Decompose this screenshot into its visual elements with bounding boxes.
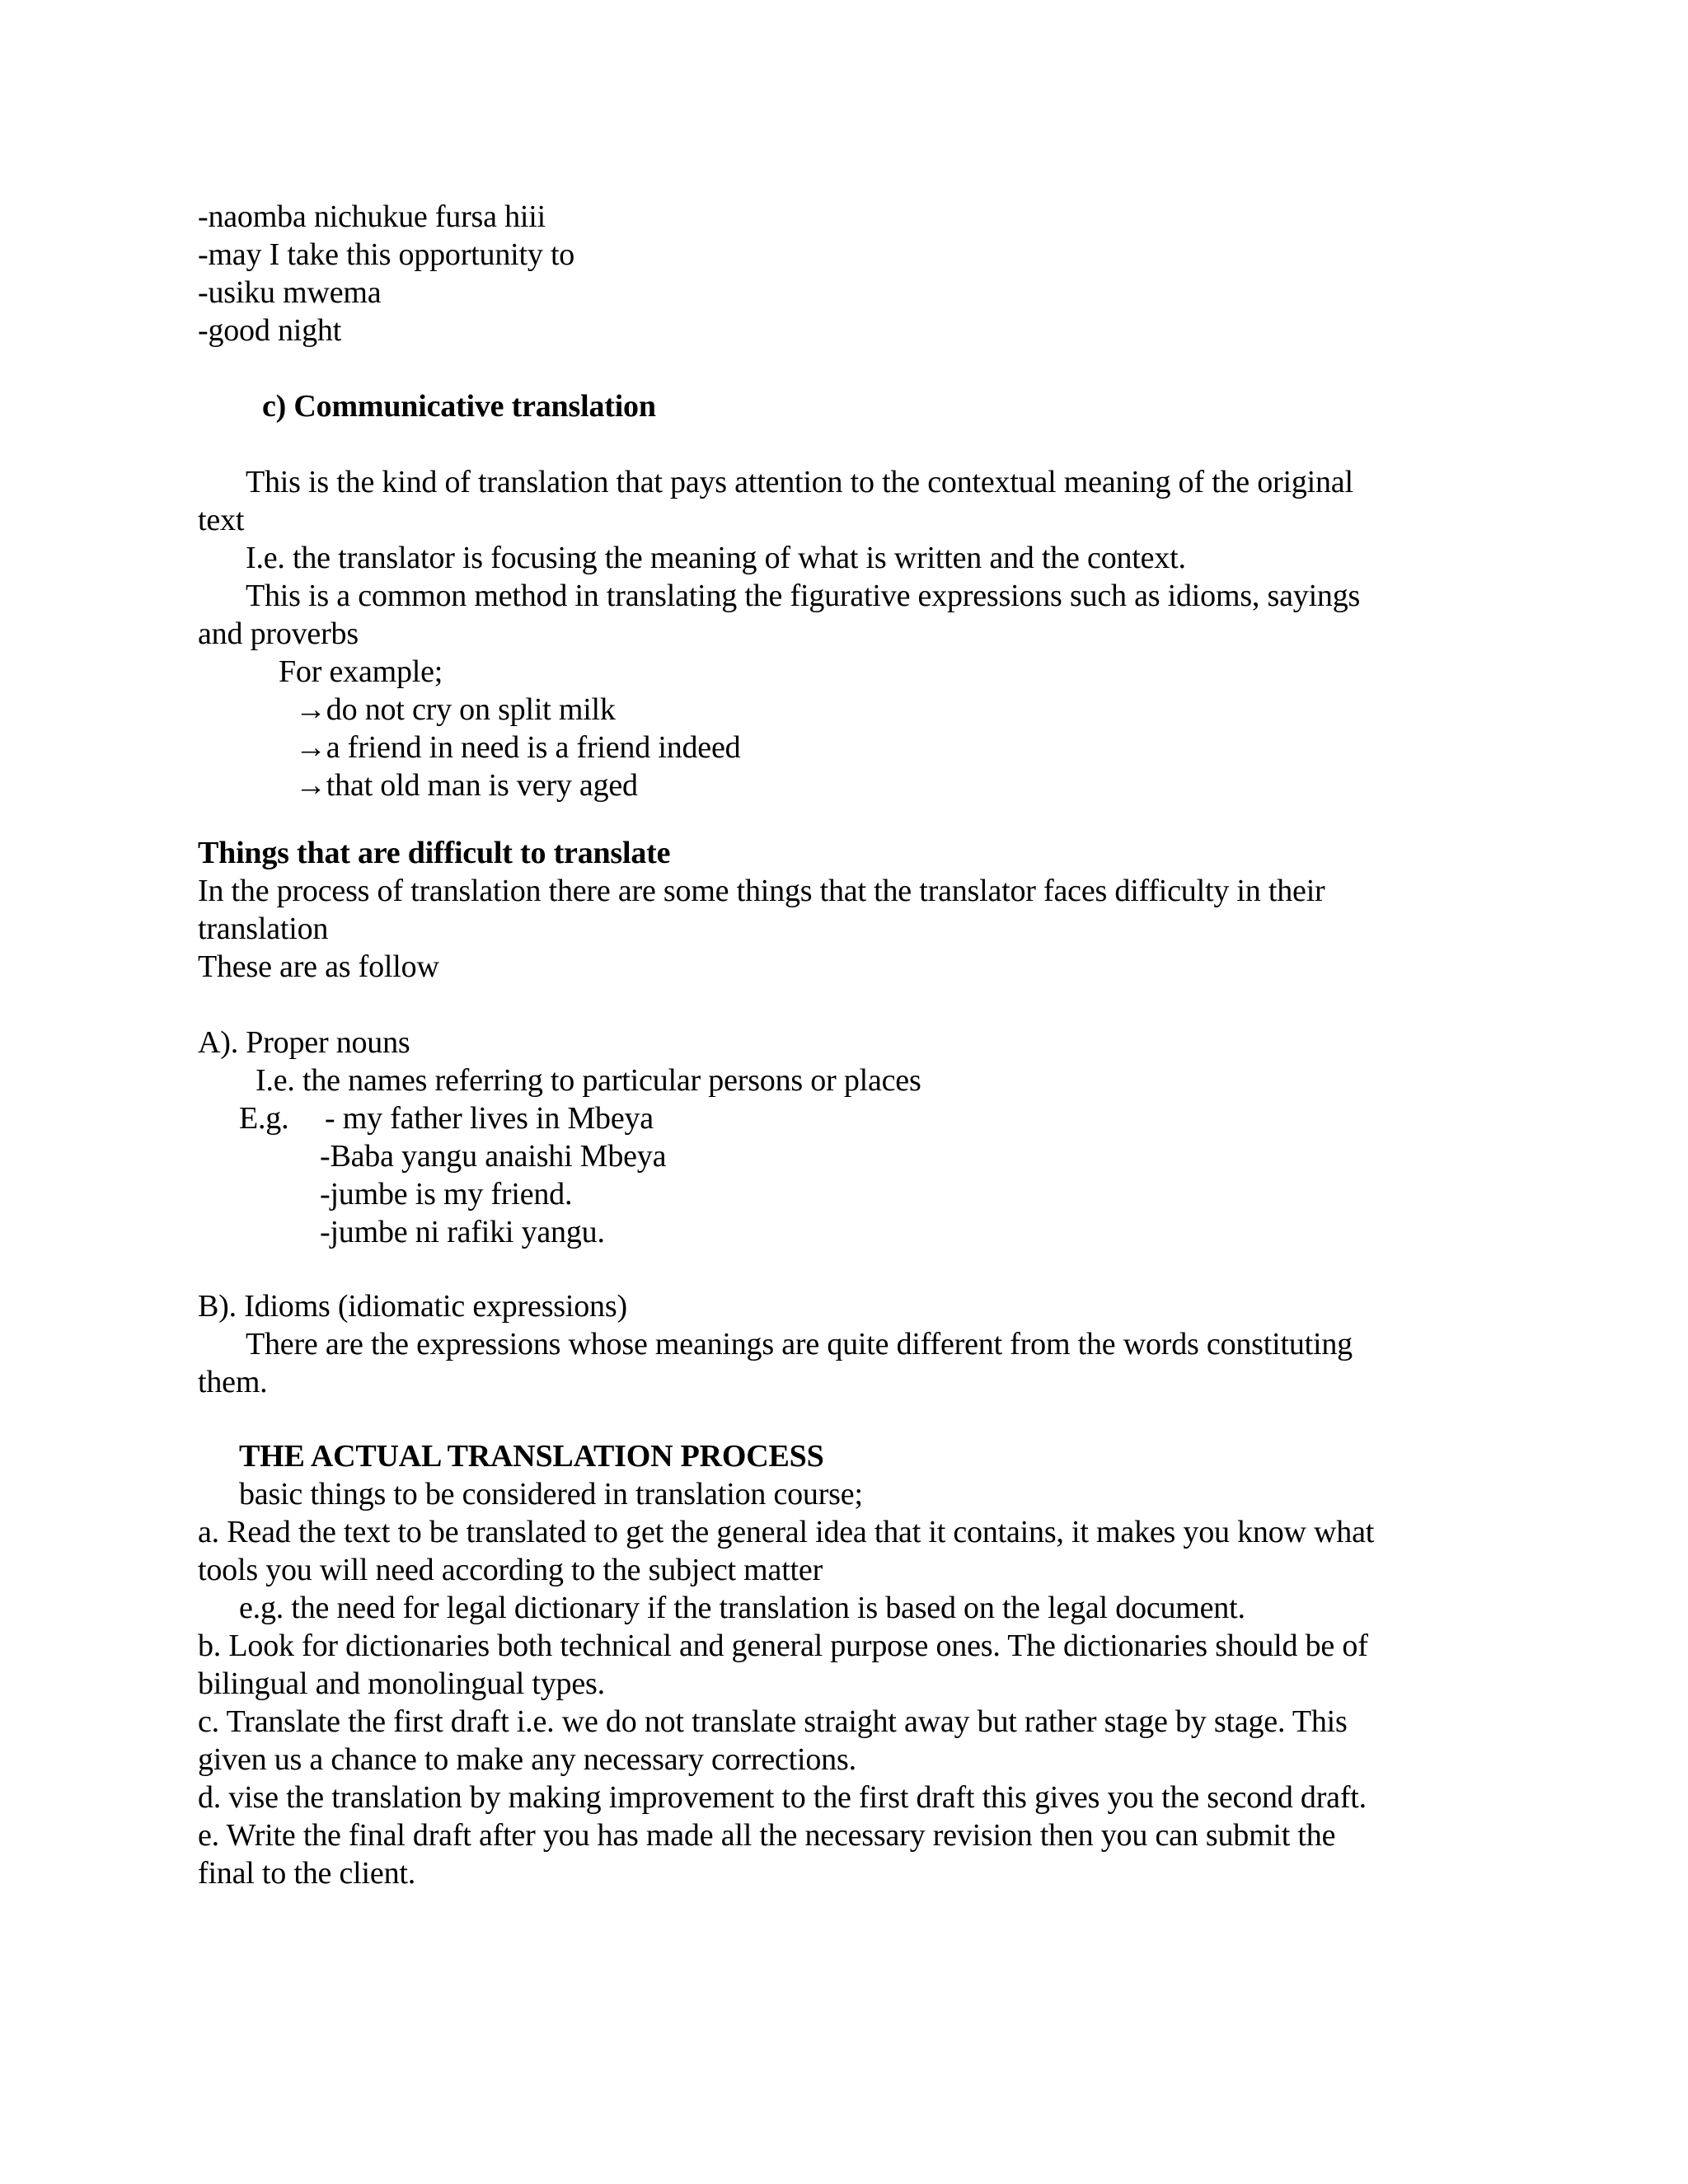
paragraph-line: tools you will need according to the subject matter: [198, 1553, 823, 1587]
paragraph-line: There are the expressions whose meanings are quite different from the words constituting: [246, 1327, 1353, 1361]
example-line: -Baba yangu anaishi Mbeya: [320, 1139, 667, 1174]
example-line: -usiku mwema: [198, 275, 382, 310]
example-line: -may I take this opportunity to: [198, 237, 575, 272]
example-line: →do not cry on split milk: [295, 692, 616, 727]
paragraph-line: given us a chance to make any necessary corrections.: [198, 1742, 856, 1777]
list-item-e: e. Write the final draft after you has made all the necessary revision then you can submit the: [198, 1818, 1336, 1853]
paragraph-line: I.e. the names referring to particular persons or places: [256, 1063, 921, 1098]
example-line: -naomba nichukue fursa hiii: [198, 199, 546, 234]
paragraph-line: them.: [198, 1365, 268, 1399]
example-line: -good night: [198, 313, 342, 348]
paragraph-line: final to the client.: [198, 1856, 416, 1891]
example-line: -jumbe is my friend.: [320, 1177, 573, 1212]
example-line: →a friend in need is a friend indeed: [295, 730, 741, 765]
list-item-d: d. vise the translation by making improvement to the first draft this gives you the second draft.: [198, 1780, 1367, 1815]
paragraph-line: bilingual and monolingual types.: [198, 1666, 605, 1701]
example-line: -jumbe ni rafiki yangu.: [320, 1215, 605, 1249]
list-item-b: b. Look for dictionaries both technical and general purpose ones. The dictionaries should be of: [198, 1629, 1368, 1663]
example-line: - my father lives in Mbeya: [325, 1101, 654, 1136]
section-heading: Things that are difficult to translate: [198, 836, 671, 870]
example-intro: For example;: [279, 654, 443, 689]
paragraph-line: This is a common method in translating the figurative expressions such as idioms, sayings: [246, 579, 1361, 613]
eg-label: E.g.: [239, 1101, 289, 1136]
section-heading: THE ACTUAL TRANSLATION PROCESS: [239, 1439, 824, 1474]
paragraph-line: e.g. the need for legal dictionary if the translation is based on the legal document.: [239, 1591, 1245, 1625]
list-item-title: B). Idioms (idiomatic expressions): [198, 1289, 627, 1324]
example-line: →that old man is very aged: [295, 768, 638, 803]
paragraph-line: This is the kind of translation that pays attention to the contextual meaning of the original: [246, 465, 1353, 499]
paragraph-line: and proverbs: [198, 616, 359, 651]
paragraph-line: basic things to be considered in translation course;: [239, 1477, 863, 1511]
section-heading: c) Communicative translation: [262, 389, 656, 424]
paragraph-line: translation: [198, 912, 329, 946]
list-item-c: c. Translate the first draft i.e. we do not translate straight away but rather stage by stage. This: [198, 1704, 1348, 1739]
paragraph-line: These are as follow: [198, 949, 439, 984]
list-item-title: A). Proper nouns: [198, 1025, 410, 1060]
paragraph-line: I.e. the translator is focusing the meaning of what is written and the context.: [246, 541, 1186, 575]
list-item-a: a. Read the text to be translated to get the general idea that it contains, it makes you know what: [198, 1515, 1375, 1549]
paragraph-line: text: [198, 503, 245, 537]
paragraph-line: In the process of translation there are some things that the translator faces difficulty in their: [198, 874, 1325, 908]
